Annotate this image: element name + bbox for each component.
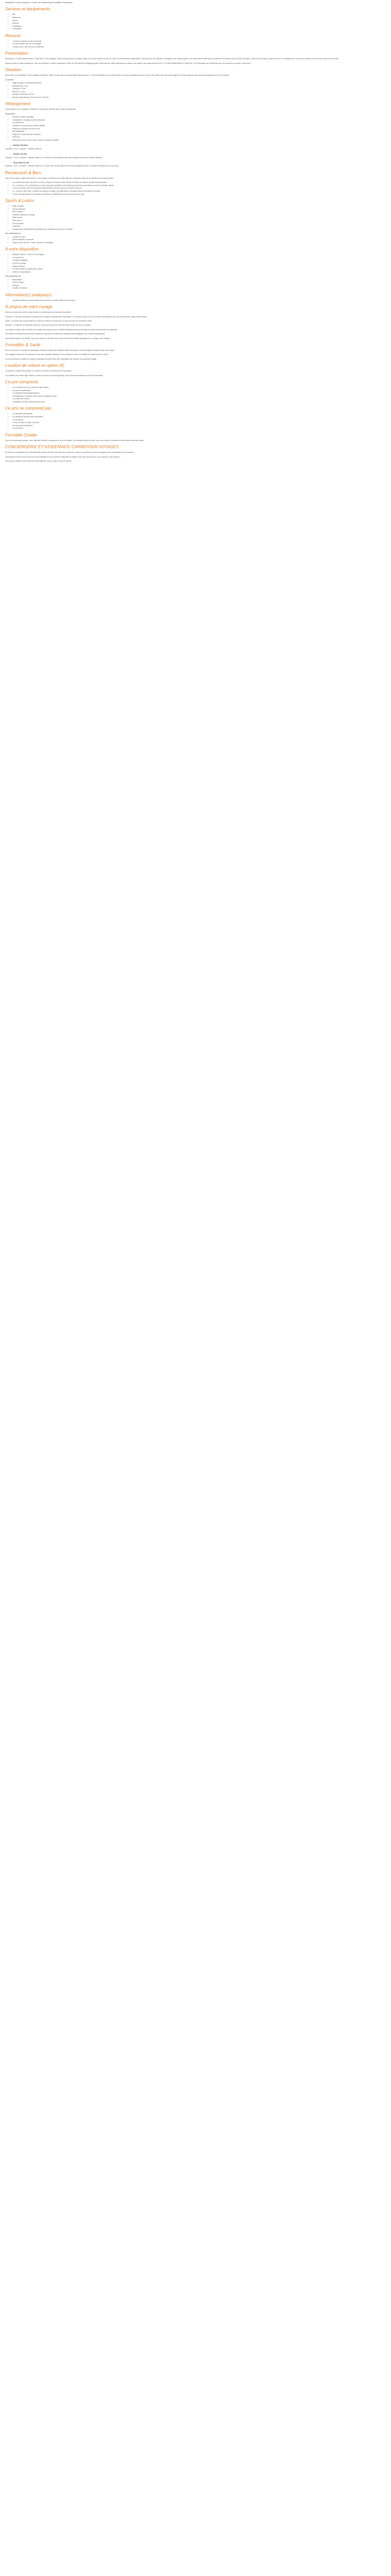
list-item: • Certaines chambres sont accessibles aux personnes à mobilité réduite (sur demande). xyxy=(12,299,386,301)
restaurants-paragraph: Lors de votre séjour, profitez de la formule « Tout compris » incluant tous les petits-déjeuners, déjeuners, dîners et une sélection de boissons locales. xyxy=(5,177,114,179)
list-item: • Les transferts aéroport/hôtel/aéroport xyxy=(12,392,386,394)
location-paragraph: Les conditions de location (âge minimum, permis de conduire, dépôt de garantie) vous seront communiquées lors de votre réservation. xyxy=(5,374,104,377)
list-item: • Location de vélos xyxy=(12,236,386,238)
list-item: • Location de voitures xyxy=(12,287,386,289)
list-item: • Les excursions xyxy=(12,419,386,421)
formalites-paragraph: Les voyageurs doivent être en possession d'une carte nationale d'identité ou d'un passeport en cours de validité pour toute la durée du séjour. xyxy=(5,353,109,356)
disposition-paid-label: Avec participation (€) : xyxy=(5,275,22,278)
list-item: • Salle de jeux xyxy=(12,219,386,222)
room-name: • Chambre Vue Mer xyxy=(10,153,386,155)
list-item: • Prêt de serviettes de plage (avec caution) xyxy=(12,268,386,270)
list-item: • Connexion Wifi xyxy=(12,257,386,259)
situation-paragraph: Niché entre la mer Adriatique et les montagnes de Biokovo, l'hôtel est situé dans un environnement naturel préservé. La ville de Makarska et son centre animé se trouvent à quelques minutes. Vous pourrez profiter des nombreuses plages de la région ainsi que des excursions proposées vers les îles voisines. xyxy=(5,74,230,77)
ne-comprend-pas-title: Ce prix ne comprend pas xyxy=(5,406,52,411)
ce-prix-comprend-title: Ce prix comprend xyxy=(5,379,38,384)
a-propos-paragraph: Les activités et animations peuvent être modifiées ou annulées en fonction des conditions météorologiques ou du nombre de participants. xyxy=(5,333,106,335)
room-description: Superficie : 24 m² • Capacité : 2 adultes maximum xyxy=(5,147,42,150)
list-item: • Les taxes aéroportuaires xyxy=(12,389,386,392)
list-item: • Le restaurant principal, sous forme de buffet, propose une cuisine variée mettant à l'honneur les saveurs locales et internationales. xyxy=(12,181,386,183)
sports-paid-label: Avec participation (€) : xyxy=(5,232,22,235)
formalite-croatie-paragraph: Pour les ressortissants français : carte nationale d'identité ou passeport en cours de validité. Les formalités peuvent évoluer, nous vous invitons à consulter les sites officiels avant votre départ. xyxy=(5,439,144,442)
list-item: • Restaurant xyxy=(12,16,386,19)
list-item: • Le « Culinarium » est un restaurant à la carte (réservation préalable à la réception) proposant des spécialités de la mer et des plats raffinés. xyxy=(12,184,386,187)
list-item: • Programme de divertissements quotidiens avec animations en journée et en soirée xyxy=(12,228,386,230)
list-item: • Salle de bain avec douche, sèche-cheveux et articles de toilette xyxy=(12,139,386,141)
a-propos-paragraph: Transport : Le transport aller/retour est assuré par vol régulier ou spécial selon disponibilité. Les horaires et plans de vol vous seront communiqués dans vos documents de voyage avant le départ. xyxy=(5,315,148,318)
formalites-paragraph: Nous vous invitons à consulter les informations officielles relatives aux formalités d'entrée ainsi qu'aux recommandations sanitaires avant votre départ. xyxy=(5,349,115,351)
list-item: • Piscine extérieure xyxy=(12,208,386,210)
list-item: • Plateau de courtoisie avec thé et café xyxy=(12,128,386,130)
list-item: • Climatisation xyxy=(12,25,386,27)
list-item: • Les vols aller/retour (en fonction de l'offre choisie) xyxy=(12,386,386,388)
resume-list xyxy=(5,40,386,48)
list-item: • Les assurances facultatives xyxy=(12,425,386,427)
hebergement-paragraph: L'hôtel dispose de 271 chambres modernes et lumineuses, décorées dans un style contemporain. xyxy=(5,108,76,111)
ne-comprend-pas-list xyxy=(5,413,386,429)
conciergerie-title: CONCIERGERIE ET ASSISTANCE CARREFOUR VOYAGES xyxy=(5,445,119,450)
presentation-title: Présentation xyxy=(5,51,28,56)
list-item: • Télévision à écran plat avec chaînes satellite xyxy=(12,125,386,127)
sports-paid-list xyxy=(5,236,386,244)
room-name: • Chambre Standard xyxy=(10,144,386,146)
presentation-paragraph: Bienvenue au TUI Blue Adriatic Beach 4* Adult Only • 16 by Dranagan ! Situé à quelques pas de la plage, profitez d'un accueil chaleureux dans un cadre à la fois moderne et authentique. L'hôtel propose des chambres confortables, une cuisine soignée et de nombreuses activités pour se détendre et se divertir tout au long de votre séjour. Idéal pour les couples en quête de calme, cet établissement réservé aux adultes vous promet des moments de sérénité. xyxy=(5,58,339,60)
list-item: • Coffre-fort xyxy=(12,136,386,138)
formalites-paragraph: Il est recommandé de vérifier les conditions spécifiques d'entrée selon votre nationalité et de souscrire une assurance voyage. xyxy=(5,358,97,360)
list-item: • Le cadre naturel entre mer et montagne xyxy=(12,43,386,45)
a-propos-paragraph: Les boissons incluses dans la formule tout compris sont servies au verre. Certains établissements peuvent exiger une tenue correcte dans les restaurants. xyxy=(5,328,118,331)
list-item: • Bain à remous xyxy=(12,211,386,213)
list-item: • Blanchisserie xyxy=(12,279,386,281)
resume-title: Résumé xyxy=(5,33,21,38)
list-item: • Connexion Wifi xyxy=(12,122,386,124)
sports-list xyxy=(5,205,386,230)
list-item: • Service de change xyxy=(12,262,386,264)
list-item: • Le plaisir de grandir au coeur de Macaé xyxy=(12,40,386,42)
list-item: • Le bar de la piscine offre des boissons rafraîchissantes et des en-cas tout au long de la journée. xyxy=(12,187,386,189)
distances-label: À proximité : xyxy=(5,78,14,81)
location-paragraph: La location de véhicule est possible sur demande (à réserver au moment de la réservation). xyxy=(5,370,72,372)
list-item: • Salle de sport xyxy=(12,216,386,218)
list-item: • Mini-réfrigérateur xyxy=(12,130,386,132)
restaurants-title: Restaurants & Bars xyxy=(5,170,41,175)
list-item: • Tennis de table xyxy=(12,223,386,225)
list-item: • Le « Terrace Coffee Shop » propose des boissons chaudes, des pâtisseries et des glaces dans une ambiance conviviale. xyxy=(12,190,386,192)
list-item: • Réception 24h/24 – service de conciergerie xyxy=(12,253,386,256)
infos-title: Information(s) pratique(s) xyxy=(5,292,52,297)
list-item: • Peignoirs et chaussons (sur demande) xyxy=(12,133,386,135)
list-item: • La formule tout compris xyxy=(12,398,386,400)
room-name: • Junior Suite Vue Mer xyxy=(10,162,386,164)
list-item: • Service d'étage xyxy=(12,281,386,283)
list-item: • Transats et parasols à la plage xyxy=(12,214,386,216)
a-propos-paragraph: Informations relatives à la mobilité : Nous vous invitons à consulter notre service client afin de vérifier l'adéquation de ce voyage à votre situation. xyxy=(5,337,111,340)
sports-title: Sports & Loisirs xyxy=(5,198,35,203)
list-item: • Terrasse ou balcon aménagé xyxy=(12,116,386,118)
a-propos-paragraph: Repas : La formule tout compris débute au moment du check-in et se termine au check-out selon les horaires de l'hôtel. xyxy=(5,319,92,322)
list-item: • La taxe de séjour (à régler sur place) xyxy=(12,421,386,423)
ce-prix-comprend-list xyxy=(5,386,386,403)
location-title: Location de voiture en option (€) xyxy=(5,363,64,368)
list-item: • Aéroport international de Dubrovnik (env. 150 km) xyxy=(12,96,386,98)
list-item: • Service de blanchisserie xyxy=(12,271,386,273)
list-item: • Boutique xyxy=(12,284,386,286)
a-propos-paragraph: Nous vous remercions de bien vouloir prendre en considération les informations suivantes : xyxy=(5,311,72,314)
disposition-title: A votre disposition xyxy=(5,247,39,252)
distances-list xyxy=(5,82,386,98)
list-item: • Consigne à bagages xyxy=(12,259,386,261)
list-item: • Wifi xyxy=(12,13,386,15)
list-item: • Volley-ball xyxy=(12,225,386,227)
list-item: • Boutique xyxy=(12,22,386,24)
list-item: • Split (env. 70 km) xyxy=(12,91,386,93)
list-item: • Aéroport de Split (env. 80 km) xyxy=(12,93,386,95)
list-item: • Plage de galets xyxy=(12,205,386,207)
section-nav[interactable]: Description Ce prix comprend » Ce prix ne comprend pas Formalités Conciergerie xyxy=(5,2,73,4)
disposition-paid-list xyxy=(5,279,386,290)
list-item: • Espace Spa & bien-être : sauna, hammam et massages xyxy=(12,242,386,244)
equipments-label: Équipements : xyxy=(5,112,16,115)
list-item: • Les activités et services avec participation xyxy=(12,416,386,418)
room-description: Superficie : 36 m² • Capacité : 3 adultes maximum. La Junior Suite Vue Mer dispose des mêmes équipements que la Chambre Standard avec un coin salon. xyxy=(5,165,119,167)
list-item: • Conciergerie xyxy=(12,28,386,30)
equipments-list xyxy=(5,116,386,141)
list-item: • Les pourboires xyxy=(12,427,386,429)
list-item: • Plage de galets, accessible directement xyxy=(12,82,386,84)
situation-title: Situation xyxy=(5,67,22,73)
services-title: Services et équipements xyxy=(5,7,51,12)
formalite-croatie-title: Formalité Croatie xyxy=(5,432,37,437)
formalites-title: Formalités & Santé xyxy=(5,342,41,347)
conciergerie-paragraph: Vous pouvez contacter notre service client par téléphone ou par e-mail, du lundi au samedi. xyxy=(5,460,72,462)
disposition-list xyxy=(5,253,386,273)
list-item: • Le bar à cocktails propose une sélection de boissons à déguster face à la mer au coucher du soleil. xyxy=(12,193,386,195)
list-item: • Makarska (env. 5 km) xyxy=(12,85,386,87)
list-item: • Piscine xyxy=(12,20,386,22)
list-item: • Parking extérieur xyxy=(12,265,386,267)
list-item: • Climatisation / chauffage (contrôle individuel) xyxy=(12,119,386,121)
services-list xyxy=(5,13,386,30)
infos-list xyxy=(5,299,386,301)
a-propos-title: À propos de votre voyage xyxy=(5,304,53,310)
list-item: • Les dépenses personnelles xyxy=(12,413,386,415)
conciergerie-paragraph: Notre équipe se tient à votre écoute pour vous conseiller sur les excursions, restaurants et activités à découvrir, ainsi que pour vous assister en cas d'imprévu. xyxy=(5,455,121,458)
conciergerie-paragraph: Un service de conciergerie est à votre disposition avant et pendant votre séjour pour répondre à toutes vos questions et vous accompagner dans l'organisation de vos vacances. xyxy=(5,451,134,454)
restaurants-list xyxy=(5,181,386,195)
list-item: • L'hébergement en chambre double selon la catégorie choisie xyxy=(12,395,386,397)
list-item: • Tucepi (env. 3 km) xyxy=(12,88,386,90)
hebergement-title: Hébergement xyxy=(5,101,30,107)
presentation-paragraph: Séjournez dans un cadre exceptionnel, entre mer turquoise et collines verdoyantes. Partez à la découverte des villages typiques, flânez dans les ruelles pittoresques et laissez-vous charmer par la gastronomie locale. Le TUI Blue Adriatic Beach 4* Adult Only • 16 by Dranagan est l'endroit idéal pour vos vacances en couple ou entre amis ! xyxy=(5,62,252,64)
list-item: • L'assistance de notre représentant sur place xyxy=(12,401,386,403)
room-description: Superficie : 24 m² • Capacité : 2 adultes maximum. La chambre Vue Mer dispose des mêmes équipements que la Chambre Standard. xyxy=(5,156,103,159)
list-item: • Sports nautiques à proximité xyxy=(12,239,386,241)
list-item: • L'espace Spa & bien-être pour se détendre xyxy=(12,46,386,48)
a-propos-paragraph: Chambre : La chambre est disponible à partir de 14h le jour de l'arrivée et doit être libérée avant 11h le jour du départ. xyxy=(5,324,91,327)
